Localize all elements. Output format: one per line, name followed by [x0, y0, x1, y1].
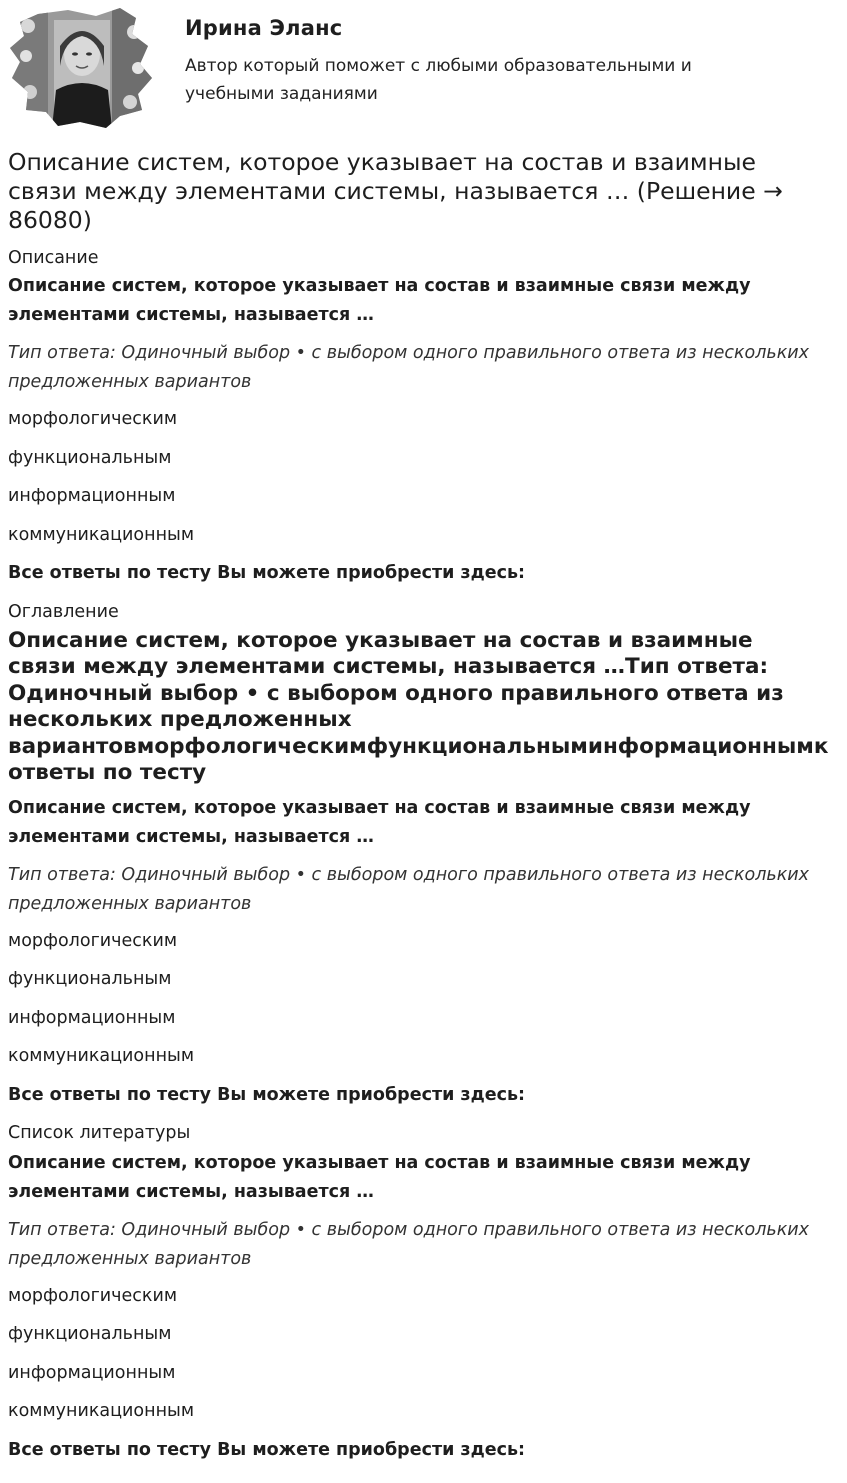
option-functional: функциональным	[8, 969, 172, 989]
answer-type-text: Тип ответа: Одиночный выбор • с выбором одного правильного ответа из нескольких предложенных вариантов	[8, 865, 810, 914]
contents-heading-line: вариантовморфологическимфункциональныминформационнымк	[8, 733, 829, 759]
option-communicational: коммуникационным	[8, 525, 195, 545]
option-communicational: коммуникационным	[8, 1046, 195, 1066]
answer-type-text: Тип ответа: Одиночный выбор • с выбором одного правильного ответа из нескольких предложенных вариантов	[8, 1220, 810, 1269]
option-informational: информационным	[8, 486, 176, 506]
question-text: Описание систем, которое указывает на состав и взаимные связи между элементами системы, называется …	[8, 276, 751, 325]
option-morphological: морфологическим	[8, 409, 178, 429]
buy-answers-text: Все ответы по тесту Вы можете приобрести здесь:	[8, 1085, 526, 1105]
section-label-bibliography: Список литературы	[8, 1123, 191, 1143]
question-text: Описание систем, которое указывает на состав и взаимные связи между элементами системы, называется …	[8, 1153, 751, 1202]
question-text: Описание систем, которое указывает на состав и взаимные связи между элементами системы, называется …	[8, 798, 751, 847]
answer-type-text: Тип ответа: Одиночный выбор • с выбором одного правильного ответа из нескольких предложенных вариантов	[8, 343, 810, 392]
contents-heading	[8, 628, 847, 786]
contents-heading-line: Одиночный выбор • с выбором одного правильного ответа из	[8, 680, 784, 706]
contents-heading-line: ответы по тесту	[8, 760, 207, 786]
contents-heading-line: Описание систем, которое указывает на состав и взаимные	[8, 628, 753, 653]
page-title: Описание систем, которое указывает на состав и взаимные связи между элементами системы, называется … (Решение → 86080)	[8, 148, 783, 234]
section-label-contents: Оглавление	[8, 602, 119, 622]
author-name[interactable]: Ирина Эланс	[185, 16, 343, 40]
buy-answers-text: Все ответы по тесту Вы можете приобрести здесь:	[8, 1440, 526, 1460]
option-morphological: морфологическим	[8, 931, 178, 951]
contents-heading-line: нескольких предложенных	[8, 707, 352, 733]
author-description: Автор который поможет с любыми образовательными и учебными заданиями	[185, 56, 692, 104]
author-header	[8, 6, 843, 130]
option-informational: информационным	[8, 1008, 176, 1028]
option-morphological: морфологическим	[8, 1286, 178, 1306]
option-functional: функциональным	[8, 1324, 172, 1344]
contents-heading-line: связи между элементами системы, называется …Тип ответа:	[8, 654, 769, 680]
option-functional: функциональным	[8, 448, 172, 468]
buy-answers-text: Все ответы по тесту Вы можете приобрести здесь:	[8, 563, 526, 583]
author-avatar[interactable]	[8, 6, 154, 128]
section-label-description: Описание	[8, 248, 99, 268]
option-communicational: коммуникационным	[8, 1401, 195, 1421]
option-informational: информационным	[8, 1363, 176, 1383]
